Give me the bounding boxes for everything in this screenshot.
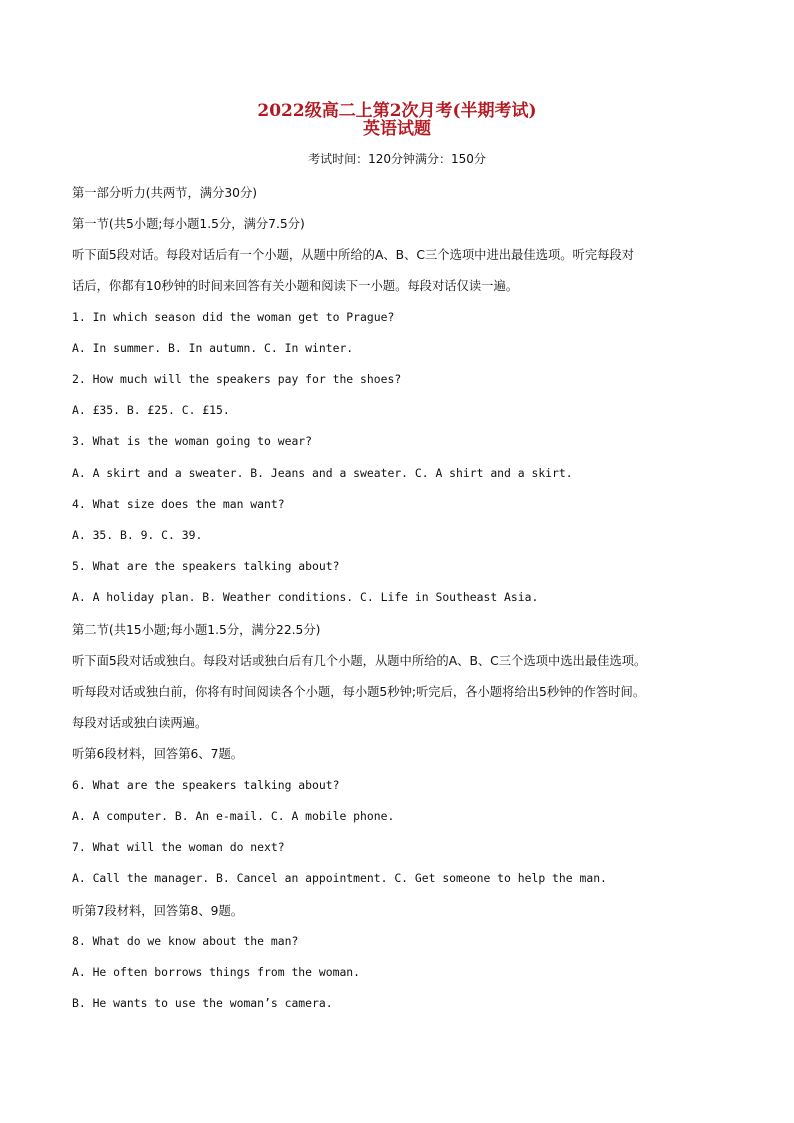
question-1: 1. In which season did the woman get to Prague? — [72, 310, 395, 324]
question-8: 8. What do we know about the man? — [72, 934, 299, 948]
exam-subtitle: 英语试题 — [363, 119, 431, 139]
section1-instructions-line1: 听下面5段对话。每段对话后有一个小题，从题中所给的A、B、C三个选项中进出最佳选项。听完每段对 — [72, 248, 635, 262]
group-7-label: 听第7段材料，回答第8、9题。 — [72, 904, 244, 918]
section1-heading: 第一节(共5小题;每小题1.5分，满分7.5分) — [72, 217, 305, 231]
question-3: 3. What is the woman going to wear? — [72, 434, 313, 448]
question-2-options: A. £35. B. £25. C. £15. — [72, 403, 230, 417]
section2-instructions-line1: 听下面5段对话或独白。每段对话或独白后有几个小题，从题中所给的A、B、C三个选项中选出最佳选项。 — [72, 654, 647, 668]
question-5: 5. What are the speakers talking about? — [72, 559, 340, 573]
question-2: 2. How much will the speakers pay for the shoes? — [72, 372, 402, 386]
group-6-label: 听第6段材料，回答第6、7题。 — [72, 747, 244, 761]
question-3-options: A. A skirt and a sweater. B. Jeans and a sweater. C. A shirt and a skirt. — [72, 466, 573, 480]
part1-heading: 第一部分听力(共两节，满分30分) — [72, 186, 258, 200]
section2-heading: 第二节(共15小题;每小题1.5分，满分22.5分) — [72, 623, 321, 637]
section2-instructions-line3: 每段对话或独白读两遍。 — [72, 716, 208, 730]
question-4-options: A. 35. B. 9. C. 39. — [72, 528, 203, 542]
section2-instructions-line2: 听每段对话或独白前，你将有时间阅读各个小题，每小题5秒钟;听完后，各小题将给出5秒钟的作答时间。 — [72, 685, 646, 699]
question-7: 7. What will the woman do next? — [72, 840, 285, 854]
exam-info: 考试时间：120分钟满分：150分 — [308, 152, 486, 166]
exam-title: 2022级高二上第2次月考(半期考试) — [257, 101, 537, 121]
question-1-options: A. In summer. B. In autumn. C. In winter. — [72, 341, 354, 355]
question-4: 4. What size does the man want? — [72, 497, 285, 511]
question-5-options: A. A holiday plan. B. Weather conditions. C. Life in Southeast Asia. — [72, 590, 539, 604]
question-6: 6. What are the speakers talking about? — [72, 778, 340, 792]
question-6-options: A. A computer. B. An e-mail. C. A mobile phone. — [72, 809, 395, 823]
section1-instructions-line2: 话后，你都有10秒钟的时间来回答有关小题和阅读下一小题。每段对话仅读一遍。 — [72, 279, 519, 293]
question-7-options: A. Call the manager. B. Cancel an appointment. C. Get someone to help the man. — [72, 871, 607, 885]
question-8-option-a: A. He often borrows things from the woman. — [72, 965, 361, 979]
question-8-option-b: B. He wants to use the woman’s camera. — [72, 996, 333, 1010]
